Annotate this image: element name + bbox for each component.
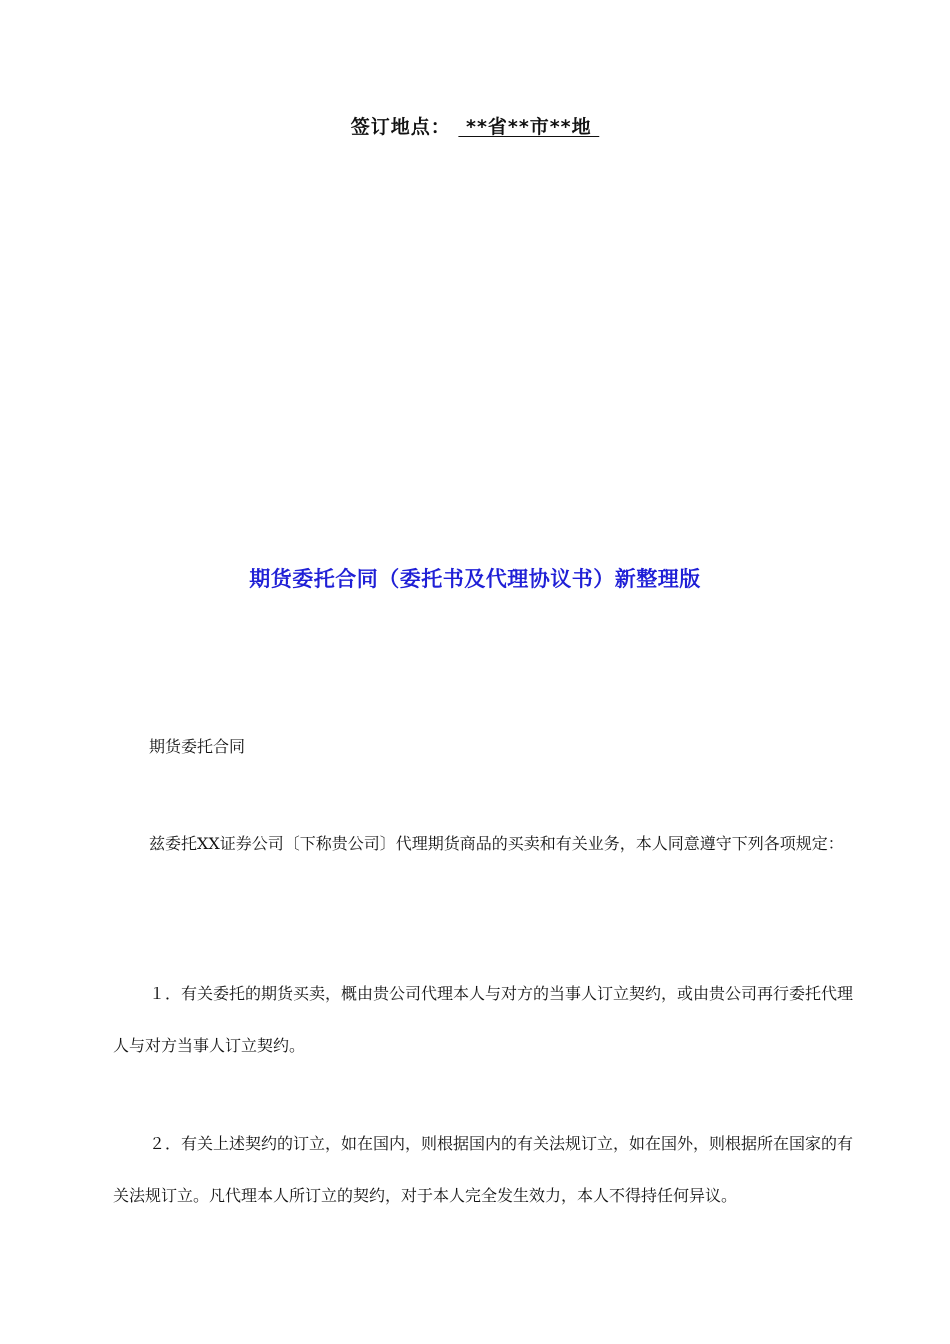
clause-1-paragraph: １．有关委托的期货买卖，概由贵公司代理本人与对方的当事人订立契约，或由贵公司再行委托代理人与对方当事人订立契约。 — [113, 984, 854, 1055]
signing-location — [0, 112, 950, 139]
clause-2-paragraph: ２．有关上述契约的订立，如在国内，则根据国内的有关法规订立，如在国外，则根据所在国家的有关法规订立。凡代理本人所订立的契约，对于本人完全发生效力，本人不得持任何异议。 — [113, 1134, 854, 1205]
intro-paragraph: 兹委托XX证券公司〔下称贵公司〕代理期货商品的买卖和有关业务，本人同意遵守下列各项规定： — [149, 834, 844, 853]
signing-location-value: **省**市**地 — [458, 116, 600, 138]
contract-heading: 期货委托合同 — [149, 737, 246, 756]
signing-location-label: 签订地点： — [350, 116, 451, 138]
document-title: 期货委托合同（委托书及代理协议书）新整理版 — [249, 567, 701, 591]
